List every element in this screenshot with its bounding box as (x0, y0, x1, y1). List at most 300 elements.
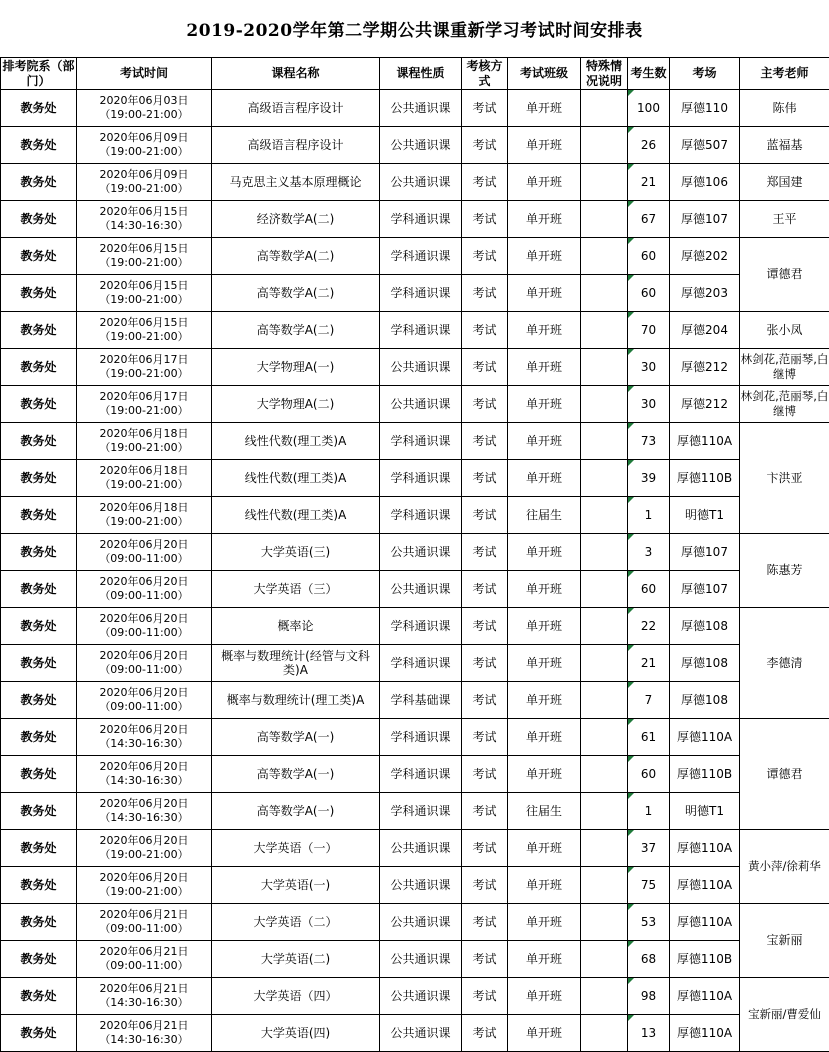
class-cell: 单开班 (508, 830, 581, 867)
table-body (1, 90, 829, 1052)
exam-date: 2020年06月20日 (77, 723, 211, 737)
time-cell (77, 312, 212, 349)
method-cell: 考试 (462, 793, 508, 830)
room-cell: 厚德108 (670, 608, 740, 645)
dept-cell: 教务处 (1, 1015, 77, 1052)
class-cell: 单开班 (508, 423, 581, 460)
column-header: 课程性质 (380, 58, 462, 90)
note-cell (581, 904, 628, 941)
note-cell (581, 497, 628, 534)
note-cell (581, 90, 628, 127)
method-cell: 考试 (462, 978, 508, 1015)
dept-cell: 教务处 (1, 793, 77, 830)
exam-time-range: （09:00-11:00） (77, 626, 211, 640)
exam-date: 2020年06月15日 (77, 279, 211, 293)
note-cell (581, 682, 628, 719)
table-row (1, 978, 829, 1015)
method-cell: 考试 (462, 423, 508, 460)
time-cell (77, 460, 212, 497)
count-cell: 75 (628, 867, 670, 904)
header-row (1, 58, 829, 90)
table-row (1, 312, 829, 349)
room-cell: 明德T1 (670, 793, 740, 830)
dept-cell: 教务处 (1, 830, 77, 867)
method-cell: 考试 (462, 719, 508, 756)
dept-cell: 教务处 (1, 275, 77, 312)
note-cell (581, 349, 628, 386)
room-cell: 厚德110B (670, 460, 740, 497)
exam-date: 2020年06月18日 (77, 427, 211, 441)
table-row (1, 756, 829, 793)
column-header: 考试班级 (508, 58, 581, 90)
time-cell (77, 164, 212, 201)
exam-time-range: （19:00-21:00） (77, 885, 211, 899)
class-cell: 单开班 (508, 904, 581, 941)
room-cell: 厚德110A (670, 423, 740, 460)
teacher-cell: 卞洪亚 (740, 423, 829, 534)
nature-cell: 学科通识课 (380, 312, 462, 349)
exam-date: 2020年06月20日 (77, 612, 211, 626)
exam-date: 2020年06月20日 (77, 575, 211, 589)
exam-date: 2020年06月09日 (77, 168, 211, 182)
teacher-cell: 蓝福基 (740, 127, 829, 164)
class-cell: 单开班 (508, 386, 581, 423)
note-cell (581, 645, 628, 682)
course-cell: 高等数学A(二) (212, 238, 380, 275)
time-cell (77, 941, 212, 978)
column-header: 排考院系（部门） (1, 58, 77, 90)
exam-time-range: （09:00-11:00） (77, 552, 211, 566)
count-cell: 53 (628, 904, 670, 941)
room-cell: 厚德107 (670, 534, 740, 571)
teacher-cell: 陈惠芳 (740, 534, 829, 608)
method-cell: 考试 (462, 349, 508, 386)
method-cell: 考试 (462, 904, 508, 941)
course-cell: 高等数学A(一) (212, 793, 380, 830)
method-cell: 考试 (462, 201, 508, 238)
exam-time-range: （09:00-11:00） (77, 700, 211, 714)
count-cell: 98 (628, 978, 670, 1015)
nature-cell: 学科通识课 (380, 719, 462, 756)
exam-date: 2020年06月03日 (77, 94, 211, 108)
room-cell: 厚德106 (670, 164, 740, 201)
time-cell (77, 275, 212, 312)
method-cell: 考试 (462, 497, 508, 534)
method-cell: 考试 (462, 127, 508, 164)
count-cell: 61 (628, 719, 670, 756)
note-cell (581, 460, 628, 497)
exam-time-range: （19:00-21:00） (77, 515, 211, 529)
count-cell: 7 (628, 682, 670, 719)
column-header: 特殊情况说明 (581, 58, 628, 90)
column-header: 考场 (670, 58, 740, 90)
time-cell (77, 682, 212, 719)
class-cell: 单开班 (508, 90, 581, 127)
room-cell: 厚德108 (670, 682, 740, 719)
time-cell (77, 423, 212, 460)
room-cell: 厚德110B (670, 756, 740, 793)
note-cell (581, 238, 628, 275)
column-header: 课程名称 (212, 58, 380, 90)
dept-cell: 教务处 (1, 904, 77, 941)
table-row (1, 275, 829, 312)
nature-cell: 公共通识课 (380, 867, 462, 904)
note-cell (581, 793, 628, 830)
table-row (1, 460, 829, 497)
exam-time-range: （14:30-16:30） (77, 737, 211, 751)
count-cell: 67 (628, 201, 670, 238)
time-cell (77, 608, 212, 645)
room-cell: 厚德110 (670, 90, 740, 127)
course-cell: 大学英语（二） (212, 904, 380, 941)
teacher-cell: 张小凤 (740, 312, 829, 349)
exam-date: 2020年06月20日 (77, 538, 211, 552)
column-header: 考试时间 (77, 58, 212, 90)
count-cell: 60 (628, 275, 670, 312)
teacher-cell: 谭德君 (740, 719, 829, 830)
table-row (1, 719, 829, 756)
exam-time-range: （19:00-21:00） (77, 848, 211, 862)
course-cell: 概率论 (212, 608, 380, 645)
room-cell: 厚德110B (670, 941, 740, 978)
teacher-cell: 黄小萍/徐莉华 (740, 830, 829, 904)
time-cell (77, 645, 212, 682)
exam-time-range: （14:30-16:30） (77, 219, 211, 233)
nature-cell: 学科通识课 (380, 756, 462, 793)
dept-cell: 教务处 (1, 682, 77, 719)
nature-cell: 公共通识课 (380, 978, 462, 1015)
room-cell: 厚德202 (670, 238, 740, 275)
exam-time-range: （14:30-16:30） (77, 811, 211, 825)
dept-cell: 教务处 (1, 497, 77, 534)
table-row (1, 1015, 829, 1052)
room-cell: 明德T1 (670, 497, 740, 534)
table-row (1, 608, 829, 645)
exam-time-range: （19:00-21:00） (77, 330, 211, 344)
time-cell (77, 904, 212, 941)
nature-cell: 学科通识课 (380, 423, 462, 460)
nature-cell: 学科通识课 (380, 608, 462, 645)
class-cell: 单开班 (508, 571, 581, 608)
time-cell (77, 793, 212, 830)
exam-date: 2020年06月17日 (77, 390, 211, 404)
course-cell: 线性代数(理工类)A (212, 497, 380, 534)
course-cell: 高等数学A(二) (212, 312, 380, 349)
class-cell: 单开班 (508, 312, 581, 349)
course-cell: 线性代数(理工类)A (212, 460, 380, 497)
note-cell (581, 830, 628, 867)
dept-cell: 教务处 (1, 201, 77, 238)
room-cell: 厚德110A (670, 719, 740, 756)
time-cell (77, 1015, 212, 1052)
time-cell (77, 497, 212, 534)
class-cell: 单开班 (508, 238, 581, 275)
course-cell: 经济数学A(二) (212, 201, 380, 238)
dept-cell: 教务处 (1, 534, 77, 571)
dept-cell: 教务处 (1, 164, 77, 201)
method-cell: 考试 (462, 756, 508, 793)
table-row (1, 238, 829, 275)
dept-cell: 教务处 (1, 571, 77, 608)
course-cell: 高等数学A(一) (212, 756, 380, 793)
table-row (1, 682, 829, 719)
table-row (1, 793, 829, 830)
exam-date: 2020年06月20日 (77, 686, 211, 700)
method-cell: 考试 (462, 571, 508, 608)
dept-cell: 教务处 (1, 349, 77, 386)
time-cell (77, 90, 212, 127)
nature-cell: 公共通识课 (380, 386, 462, 423)
count-cell: 39 (628, 460, 670, 497)
nature-cell: 公共通识课 (380, 127, 462, 164)
exam-time-range: （19:00-21:00） (77, 404, 211, 418)
room-cell: 厚德110A (670, 904, 740, 941)
dept-cell: 教务处 (1, 127, 77, 164)
class-cell: 往届生 (508, 497, 581, 534)
time-cell (77, 571, 212, 608)
nature-cell: 学科通识课 (380, 201, 462, 238)
exam-date: 2020年06月15日 (77, 316, 211, 330)
method-cell: 考试 (462, 830, 508, 867)
column-header: 考生数 (628, 58, 670, 90)
count-cell: 1 (628, 793, 670, 830)
nature-cell: 学科通识课 (380, 275, 462, 312)
course-cell: 高等数学A(一) (212, 719, 380, 756)
exam-time-range: （14:30-16:30） (77, 1033, 211, 1047)
exam-date: 2020年06月20日 (77, 649, 211, 663)
nature-cell: 公共通识课 (380, 571, 462, 608)
class-cell: 单开班 (508, 756, 581, 793)
time-cell (77, 386, 212, 423)
class-cell: 单开班 (508, 127, 581, 164)
course-cell: 大学英语(一) (212, 867, 380, 904)
table-row (1, 127, 829, 164)
count-cell: 70 (628, 312, 670, 349)
table-row (1, 571, 829, 608)
nature-cell: 学科通识课 (380, 645, 462, 682)
class-cell: 单开班 (508, 349, 581, 386)
nature-cell: 公共通识课 (380, 830, 462, 867)
method-cell: 考试 (462, 682, 508, 719)
exam-time-range: （19:00-21:00） (77, 256, 211, 270)
nature-cell: 公共通识课 (380, 941, 462, 978)
count-cell: 60 (628, 238, 670, 275)
teacher-cell: 林剑花,范丽琴,白继博 (740, 386, 829, 423)
method-cell: 考试 (462, 238, 508, 275)
table-row (1, 497, 829, 534)
nature-cell: 公共通识课 (380, 1015, 462, 1052)
room-cell: 厚德507 (670, 127, 740, 164)
time-cell (77, 830, 212, 867)
class-cell: 单开班 (508, 978, 581, 1015)
nature-cell: 学科基础课 (380, 682, 462, 719)
exam-date: 2020年06月21日 (77, 982, 211, 996)
room-cell: 厚德212 (670, 386, 740, 423)
class-cell: 单开班 (508, 719, 581, 756)
count-cell: 21 (628, 164, 670, 201)
table-row (1, 534, 829, 571)
exam-time-range: （14:30-16:30） (77, 774, 211, 788)
exam-date: 2020年06月18日 (77, 501, 211, 515)
time-cell (77, 238, 212, 275)
exam-date: 2020年06月21日 (77, 945, 211, 959)
exam-time-range: （14:30-16:30） (77, 996, 211, 1010)
dept-cell: 教务处 (1, 719, 77, 756)
dept-cell: 教务处 (1, 386, 77, 423)
course-cell: 高等数学A(二) (212, 275, 380, 312)
class-cell: 单开班 (508, 941, 581, 978)
note-cell (581, 386, 628, 423)
room-cell: 厚德110A (670, 1015, 740, 1052)
column-header: 主考老师 (740, 58, 829, 90)
exam-time-range: （09:00-11:00） (77, 959, 211, 973)
room-cell: 厚德203 (670, 275, 740, 312)
course-cell: 马克思主义基本原理概论 (212, 164, 380, 201)
teacher-cell: 李德清 (740, 608, 829, 719)
nature-cell: 学科通识课 (380, 497, 462, 534)
note-cell (581, 941, 628, 978)
room-cell: 厚德107 (670, 201, 740, 238)
dept-cell: 教务处 (1, 608, 77, 645)
nature-cell: 公共通识课 (380, 904, 462, 941)
exam-time-range: （09:00-11:00） (77, 589, 211, 603)
table-row (1, 90, 829, 127)
table-row (1, 349, 829, 386)
exam-date: 2020年06月20日 (77, 797, 211, 811)
class-cell: 单开班 (508, 867, 581, 904)
time-cell (77, 349, 212, 386)
method-cell: 考试 (462, 608, 508, 645)
course-cell: 大学物理A(一) (212, 349, 380, 386)
note-cell (581, 1015, 628, 1052)
time-cell (77, 127, 212, 164)
count-cell: 68 (628, 941, 670, 978)
exam-time-range: （09:00-11:00） (77, 922, 211, 936)
time-cell (77, 201, 212, 238)
count-cell: 30 (628, 349, 670, 386)
note-cell (581, 608, 628, 645)
class-cell: 单开班 (508, 682, 581, 719)
count-cell: 73 (628, 423, 670, 460)
exam-time-range: （19:00-21:00） (77, 145, 211, 159)
class-cell: 单开班 (508, 164, 581, 201)
exam-date: 2020年06月17日 (77, 353, 211, 367)
dept-cell: 教务处 (1, 978, 77, 1015)
note-cell (581, 127, 628, 164)
class-cell: 单开班 (508, 534, 581, 571)
method-cell: 考试 (462, 164, 508, 201)
dept-cell: 教务处 (1, 312, 77, 349)
table-row (1, 941, 829, 978)
table-row (1, 904, 829, 941)
dept-cell: 教务处 (1, 423, 77, 460)
course-cell: 大学英语（一） (212, 830, 380, 867)
exam-time-range: （19:00-21:00） (77, 182, 211, 196)
dept-cell: 教务处 (1, 756, 77, 793)
note-cell (581, 756, 628, 793)
exam-date: 2020年06月09日 (77, 131, 211, 145)
room-cell: 厚德107 (670, 571, 740, 608)
exam-date: 2020年06月21日 (77, 1019, 211, 1033)
table-row (1, 386, 829, 423)
count-cell: 22 (628, 608, 670, 645)
course-cell: 概率与数理统计(理工类)A (212, 682, 380, 719)
dept-cell: 教务处 (1, 867, 77, 904)
class-cell: 单开班 (508, 608, 581, 645)
note-cell (581, 423, 628, 460)
note-cell (581, 201, 628, 238)
teacher-cell: 谭德君 (740, 238, 829, 312)
note-cell (581, 534, 628, 571)
exam-date: 2020年06月15日 (77, 242, 211, 256)
table-row (1, 830, 829, 867)
exam-time-range: （09:00-11:00） (77, 663, 211, 677)
course-cell: 线性代数(理工类)A (212, 423, 380, 460)
note-cell (581, 571, 628, 608)
nature-cell: 学科通识课 (380, 238, 462, 275)
exam-time-range: （19:00-21:00） (77, 367, 211, 381)
class-cell: 单开班 (508, 1015, 581, 1052)
note-cell (581, 867, 628, 904)
room-cell: 厚德212 (670, 349, 740, 386)
method-cell: 考试 (462, 867, 508, 904)
count-cell: 100 (628, 90, 670, 127)
nature-cell: 公共通识课 (380, 164, 462, 201)
room-cell: 厚德110A (670, 978, 740, 1015)
room-cell: 厚德110A (670, 867, 740, 904)
note-cell (581, 275, 628, 312)
time-cell (77, 867, 212, 904)
note-cell (581, 164, 628, 201)
nature-cell: 学科通识课 (380, 793, 462, 830)
exam-date: 2020年06月20日 (77, 834, 211, 848)
course-cell: 大学英语（三） (212, 571, 380, 608)
dept-cell: 教务处 (1, 238, 77, 275)
column-header: 考核方式 (462, 58, 508, 90)
count-cell: 3 (628, 534, 670, 571)
method-cell: 考试 (462, 312, 508, 349)
count-cell: 26 (628, 127, 670, 164)
dept-cell: 教务处 (1, 941, 77, 978)
course-cell: 大学英语(四) (212, 1015, 380, 1052)
method-cell: 考试 (462, 534, 508, 571)
method-cell: 考试 (462, 1015, 508, 1052)
teacher-cell: 郑国建 (740, 164, 829, 201)
course-cell: 大学英语(二) (212, 941, 380, 978)
course-cell: 大学物理A(二) (212, 386, 380, 423)
teacher-cell: 王平 (740, 201, 829, 238)
exam-time-range: （19:00-21:00） (77, 293, 211, 307)
course-cell: 概率与数理统计(经管与文科类)A (212, 645, 380, 682)
count-cell: 21 (628, 645, 670, 682)
note-cell (581, 719, 628, 756)
room-cell: 厚德108 (670, 645, 740, 682)
exam-time-range: （19:00-21:00） (77, 478, 211, 492)
class-cell: 往届生 (508, 793, 581, 830)
method-cell: 考试 (462, 90, 508, 127)
exam-schedule-table (0, 57, 829, 1052)
count-cell: 60 (628, 571, 670, 608)
time-cell (77, 719, 212, 756)
exam-date: 2020年06月15日 (77, 205, 211, 219)
nature-cell: 公共通识课 (380, 349, 462, 386)
exam-date: 2020年06月18日 (77, 464, 211, 478)
page-title: 2019-2020学年第二学期公共课重新学习考试时间安排表 (0, 0, 829, 57)
method-cell: 考试 (462, 460, 508, 497)
method-cell: 考试 (462, 645, 508, 682)
room-cell: 厚德110A (670, 830, 740, 867)
note-cell (581, 312, 628, 349)
